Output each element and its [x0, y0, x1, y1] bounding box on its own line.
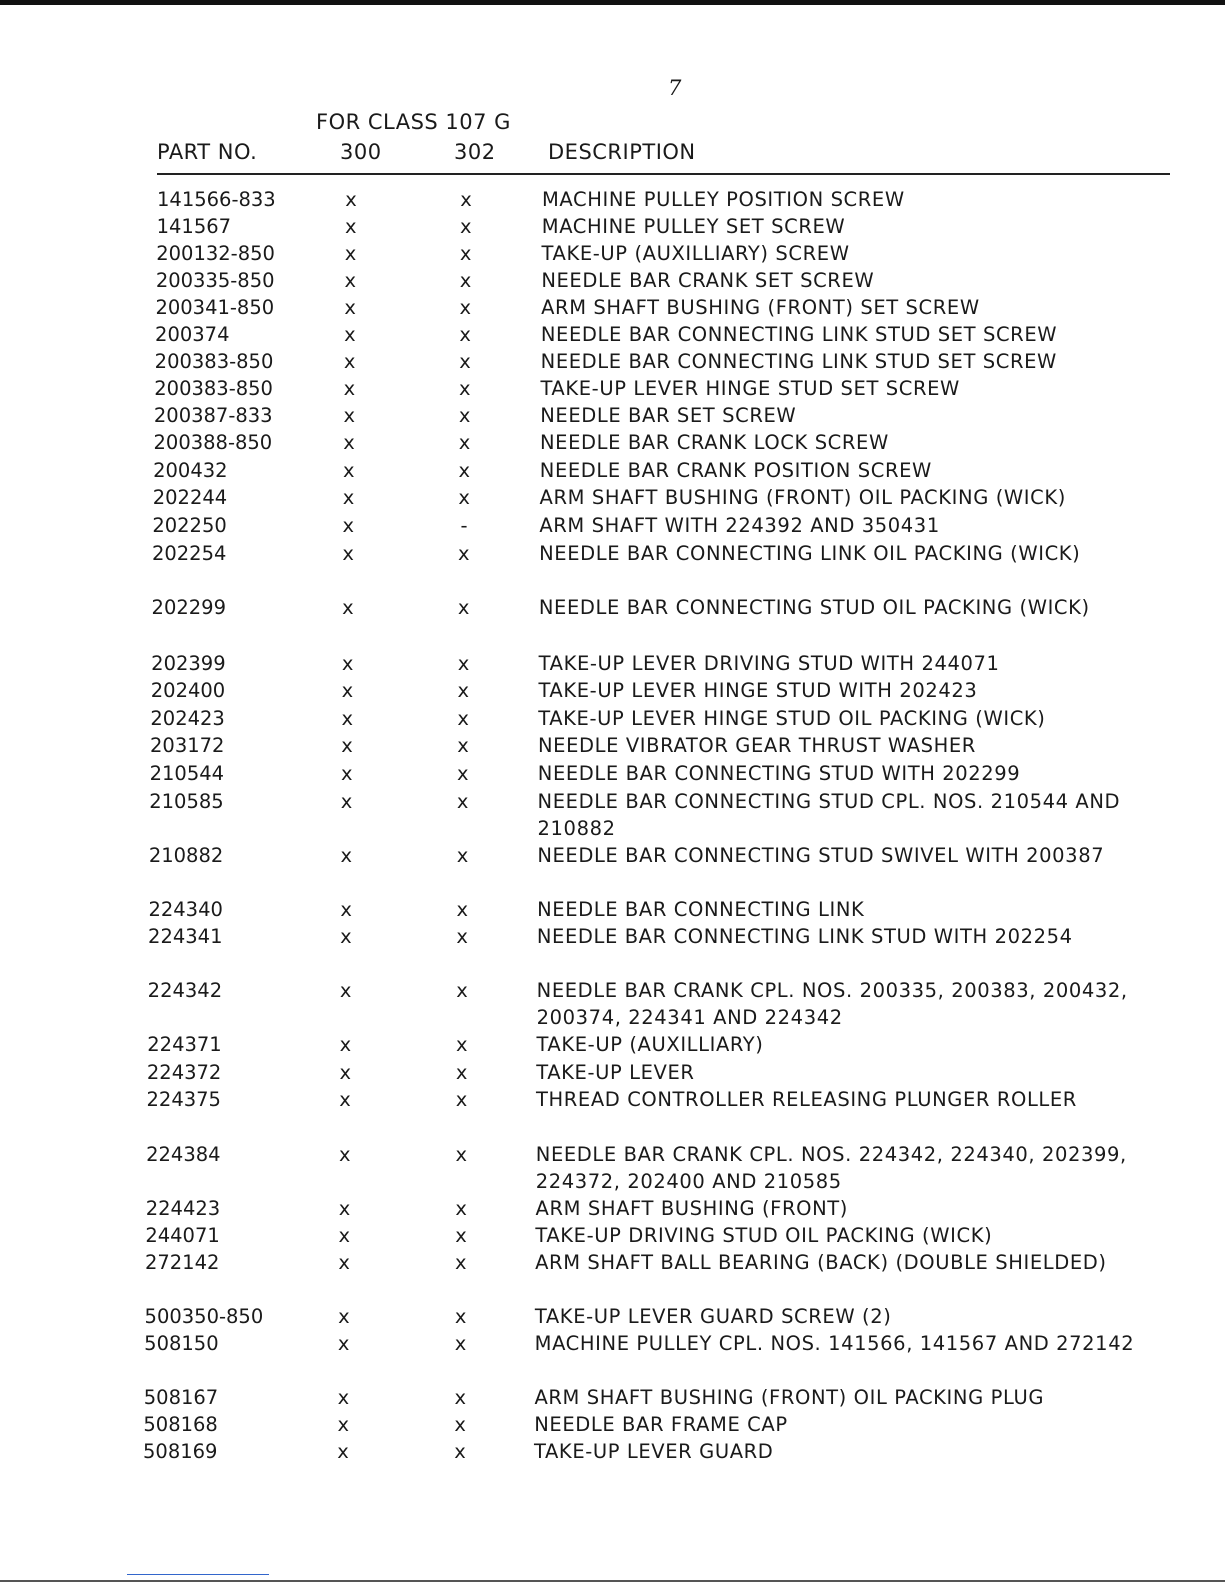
- class-302-mark: x: [457, 652, 470, 675]
- part-number: 210544: [149, 762, 225, 785]
- part-description: TAKE-UP LEVER DRIVING STUD WITH 244071: [538, 652, 1000, 675]
- part-description: ARM SHAFT WITH 224392 AND 350431: [539, 514, 940, 537]
- part-description: TAKE-UP LEVER GUARD SCREW (2): [534, 1305, 892, 1328]
- part-number: 508150: [144, 1332, 219, 1355]
- class-300-mark: x: [341, 734, 353, 757]
- class-300-mark: x: [342, 459, 355, 482]
- class-300-mark: x: [344, 323, 356, 346]
- class-300-mark: x: [340, 762, 353, 785]
- class-300-mark: x: [344, 215, 357, 238]
- page-number: 7: [668, 76, 682, 100]
- class-302-mark: x: [458, 431, 471, 454]
- part-number: 508169: [143, 1440, 218, 1463]
- class-300-mark: x: [337, 1386, 350, 1409]
- class-302-mark: x: [456, 898, 469, 921]
- class-300-mark: x: [337, 1413, 349, 1436]
- part-number: 202299: [151, 596, 226, 619]
- class-300-mark: x: [344, 269, 357, 292]
- class-300-mark: x: [341, 652, 354, 675]
- class-300-mark: x: [343, 404, 355, 427]
- part-description: NEEDLE BAR SET SCREW: [540, 404, 797, 427]
- part-description: NEEDLE BAR CONNECTING STUD SWIVEL WITH 200387: [537, 844, 1105, 867]
- class-300-mark: x: [338, 1224, 351, 1247]
- part-number: 224375: [146, 1088, 221, 1111]
- class-302-mark: x: [457, 734, 469, 757]
- class-302-mark: x: [455, 1088, 468, 1111]
- class-302-mark: x: [456, 790, 469, 813]
- class-302-mark: x: [458, 486, 470, 509]
- part-number: 224341: [148, 925, 223, 948]
- part-description: TAKE-UP LEVER HINGE STUD SET SCREW: [540, 377, 960, 400]
- part-description: ARM SHAFT BUSHING (FRONT) OIL PACKING PLUG: [534, 1386, 1045, 1409]
- header-part-no: PART NO.: [157, 140, 258, 164]
- part-description: NEEDLE BAR CONNECTING STUD OIL PACKING (WICK): [538, 596, 1090, 619]
- part-number: 202400: [150, 679, 226, 702]
- part-number: 224372: [146, 1061, 222, 1084]
- part-description: NEEDLE BAR CRANK SET SCREW: [541, 269, 875, 292]
- part-description: ARM SHAFT BUSHING (FRONT) OIL PACKING (WICK): [539, 486, 1066, 509]
- class-302-mark: x: [456, 979, 468, 1002]
- part-number: 200341-850: [155, 296, 275, 319]
- header-class-300: 300: [340, 140, 382, 164]
- part-number: 210585: [149, 790, 224, 813]
- class-300-mark: x: [340, 925, 352, 948]
- class-302-mark: x: [460, 215, 472, 238]
- part-number: 202399: [151, 652, 226, 675]
- part-description: NEEDLE BAR CONNECTING LINK STUD WITH 202254: [536, 925, 1073, 948]
- part-number: 202423: [150, 707, 225, 730]
- class-300-mark: x: [342, 542, 354, 565]
- class-302-mark: x: [458, 542, 470, 565]
- class-300-mark: x: [341, 707, 353, 730]
- part-description: MACHINE PULLEY SET SCREW: [541, 215, 846, 238]
- part-description: TAKE-UP (AUXILLIARY): [536, 1033, 764, 1056]
- part-number: 202254: [151, 542, 227, 565]
- class-300-mark: x: [339, 1061, 351, 1084]
- part-number: 141567: [156, 215, 232, 238]
- bottom-link-underline: [127, 1574, 269, 1575]
- class-300-mark: x: [343, 377, 356, 400]
- part-description: NEEDLE BAR CONNECTING LINK: [537, 898, 865, 921]
- class-300-mark: x: [338, 1143, 351, 1166]
- class-300-mark: x: [338, 1251, 350, 1274]
- class-302-mark: -: [460, 514, 468, 537]
- part-description: NEEDLE VIBRATOR GEAR THRUST WASHER: [538, 734, 976, 757]
- class-302-mark: x: [459, 323, 471, 346]
- part-number: 200383-850: [154, 377, 273, 400]
- part-description: TAKE-UP DRIVING STUD OIL PACKING (WICK): [535, 1224, 993, 1247]
- class-302-mark: x: [459, 377, 471, 400]
- class-302-mark: x: [456, 925, 468, 948]
- class-300-mark: x: [344, 242, 357, 265]
- class-300-mark: x: [338, 1197, 351, 1220]
- part-number: 224342: [147, 979, 223, 1002]
- part-description: ARM SHAFT BUSHING (FRONT): [535, 1197, 848, 1220]
- class-300-mark: x: [340, 898, 352, 921]
- part-number: 200387-833: [153, 404, 273, 427]
- part-number: 272142: [144, 1251, 220, 1274]
- class-300-mark: x: [342, 486, 355, 509]
- class-302-mark: x: [459, 296, 472, 319]
- class-300-mark: x: [338, 1305, 350, 1328]
- header-rule: [157, 173, 1170, 175]
- class-302-mark: x: [455, 1061, 468, 1084]
- class-302-mark: x: [457, 762, 469, 785]
- part-description: TAKE-UP LEVER: [536, 1061, 695, 1084]
- class-302-mark: x: [458, 459, 471, 482]
- class-label: FOR CLASS 107 G: [316, 110, 511, 134]
- part-number: 202250: [152, 514, 227, 537]
- part-number: 508168: [143, 1413, 218, 1436]
- class-300-mark: x: [341, 679, 354, 702]
- part-description: NEEDLE BAR FRAME CAP: [534, 1413, 788, 1436]
- class-300-mark: x: [343, 350, 356, 373]
- class-302-mark: x: [456, 1033, 468, 1056]
- class-302-mark: x: [457, 679, 470, 702]
- class-302-mark: x: [459, 242, 472, 265]
- class-302-mark: x: [459, 269, 472, 292]
- class-302-mark: x: [454, 1386, 467, 1409]
- part-description: THREAD CONTROLLER RELEASING PLUNGER ROLLER: [536, 1088, 1077, 1111]
- class-302-mark: x: [457, 596, 470, 619]
- class-300-mark: x: [344, 296, 356, 319]
- part-description: NEEDLE BAR CONNECTING STUD CPL. NOS. 210544 AND 210882: [537, 790, 1121, 840]
- part-description: NEEDLE BAR CONNECTING LINK STUD SET SCREW: [540, 323, 1058, 346]
- part-number: 200432: [153, 459, 228, 482]
- class-302-mark: x: [455, 1224, 467, 1247]
- part-description: ARM SHAFT BUSHING (FRONT) SET SCREW: [541, 296, 980, 319]
- class-302-mark: x: [455, 1143, 468, 1166]
- part-number: 244071: [145, 1224, 220, 1247]
- class-302-mark: x: [454, 1332, 467, 1355]
- class-300-mark: x: [337, 1440, 349, 1463]
- class-302-mark: x: [457, 707, 469, 730]
- class-302-mark: x: [458, 404, 471, 427]
- class-302-mark: x: [456, 844, 469, 867]
- part-number: 203172: [150, 734, 225, 757]
- part-description: TAKE-UP (AUXILLIARY) SCREW: [541, 242, 850, 265]
- class-300-mark: x: [339, 1033, 352, 1056]
- part-number: 200388-850: [153, 431, 273, 454]
- class-302-mark: x: [454, 1440, 466, 1463]
- class-300-mark: x: [340, 790, 353, 813]
- part-description: NEEDLE BAR CONNECTING STUD WITH 202299: [537, 762, 1021, 785]
- part-number: 200383-850: [154, 350, 274, 373]
- part-description: NEEDLE BAR CONNECTING LINK STUD SET SCREW: [540, 350, 1057, 373]
- part-number: 202244: [152, 486, 228, 509]
- part-number: 224340: [148, 898, 223, 921]
- class-302-mark: x: [455, 1197, 467, 1220]
- part-number: 224423: [145, 1197, 221, 1220]
- class-300-mark: x: [342, 596, 354, 619]
- part-description: MACHINE PULLEY CPL. NOS. 141566, 141567 AND 272142: [534, 1332, 1135, 1355]
- class-302-mark: x: [460, 188, 472, 211]
- part-description: TAKE-UP LEVER HINGE STUD WITH 202423: [538, 679, 978, 702]
- part-number: 200132-850: [156, 242, 275, 265]
- class-300-mark: x: [345, 188, 357, 211]
- part-description: NEEDLE BAR CRANK CPL. NOS. 224342, 224340, 202399, 224372, 202400 AND 210585: [535, 1143, 1127, 1193]
- part-number: 224384: [146, 1143, 221, 1166]
- class-300-mark: x: [337, 1332, 350, 1355]
- top-border-rule: [0, 0, 1225, 5]
- part-description: TAKE-UP LEVER HINGE STUD OIL PACKING (WICK): [538, 707, 1046, 730]
- part-description: NEEDLE BAR CONNECTING LINK OIL PACKING (WICK): [539, 542, 1081, 565]
- part-description: ARM SHAFT BALL BEARING (BACK) (DOUBLE SHIELDED): [535, 1251, 1107, 1274]
- part-description: NEEDLE BAR CRANK CPL. NOS. 200335, 200383, 200432, 200374, 224341 AND 224342: [536, 979, 1128, 1029]
- part-number: 141566-833: [157, 188, 276, 211]
- class-302-mark: x: [454, 1413, 466, 1436]
- class-302-mark: x: [455, 1251, 467, 1274]
- part-description: NEEDLE BAR CRANK POSITION SCREW: [539, 459, 932, 482]
- class-302-mark: x: [459, 350, 471, 373]
- class-300-mark: x: [340, 844, 353, 867]
- part-description: NEEDLE BAR CRANK LOCK SCREW: [540, 431, 889, 454]
- header-class-302: 302: [454, 140, 496, 164]
- part-description: MACHINE PULLEY POSITION SCREW: [542, 188, 905, 211]
- part-number: 200335-850: [155, 269, 275, 292]
- class-300-mark: x: [343, 431, 355, 454]
- part-number: 500350-850: [144, 1305, 264, 1328]
- part-number: 224371: [147, 1033, 222, 1056]
- part-description: TAKE-UP LEVER GUARD: [534, 1440, 774, 1463]
- part-number: 200374: [155, 323, 230, 346]
- part-number: 210882: [148, 844, 224, 867]
- class-300-mark: x: [339, 979, 352, 1002]
- class-302-mark: x: [454, 1305, 467, 1328]
- part-number: 508167: [143, 1386, 219, 1409]
- class-300-mark: x: [339, 1088, 351, 1111]
- header-description: DESCRIPTION: [548, 140, 696, 164]
- bottom-border-rule: [0, 1580, 1225, 1582]
- class-300-mark: x: [342, 514, 355, 537]
